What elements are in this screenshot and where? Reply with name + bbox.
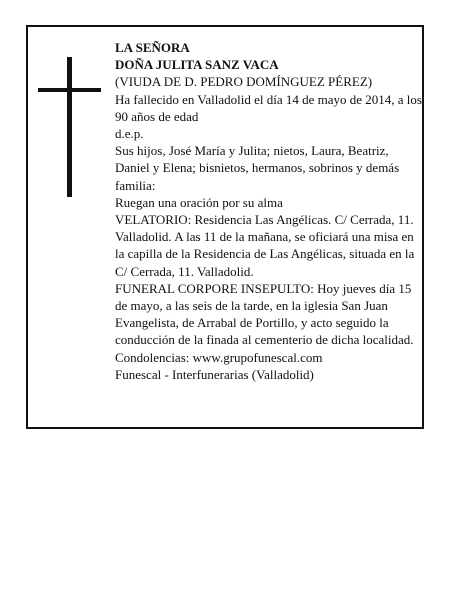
prayer-request: Ruegan una oración por su alma	[115, 194, 283, 210]
cross-icon	[67, 57, 72, 197]
deceased-name: DOÑA JULITA SANZ VACA	[115, 57, 279, 73]
wake-info: VELATORIO: Residencia Las Angélicas. C/ Cerrada, 11. Valladolid. A las 11 de la mañana, se oficiará una misa en la capilla de la Residencia de Las Angélicas, situada en la C/ Cerrada, 11. Valladolid.	[115, 212, 415, 279]
rip-text: d.e.p.	[115, 126, 144, 142]
funeral-info: FUNERAL CORPORE INSEPULTO: Hoy jueves día 15 de mayo, a las seis de la tarde, en la iglesia San Juan Evangelista, de Arrabal de Portillo, y acto seguido la conducción de la finada al cementerio de dicha localidad. Condolencias: www.grupofunescal.com	[115, 280, 414, 365]
death-info: Ha fallecido en Valladolid el día 14 de mayo de 2014, a los 90 años de edad	[115, 91, 422, 124]
obituary-text	[115, 39, 423, 383]
obituary-notice	[26, 25, 424, 429]
funeral-home: Funescal - Interfunerarias (Valladolid)	[115, 366, 314, 382]
notice-title: LA SEÑORA	[115, 40, 190, 55]
widow-of: (VIUDA DE D. PEDRO DOMÍNGUEZ PÉREZ)	[115, 74, 373, 90]
cross-icon-crossbar	[38, 88, 101, 92]
family-list: Sus hijos, José María y Julita; nietos, Laura, Beatriz, Daniel y Elena; bisnietos, hermanos, sobrinos y demás familia:	[115, 143, 400, 193]
